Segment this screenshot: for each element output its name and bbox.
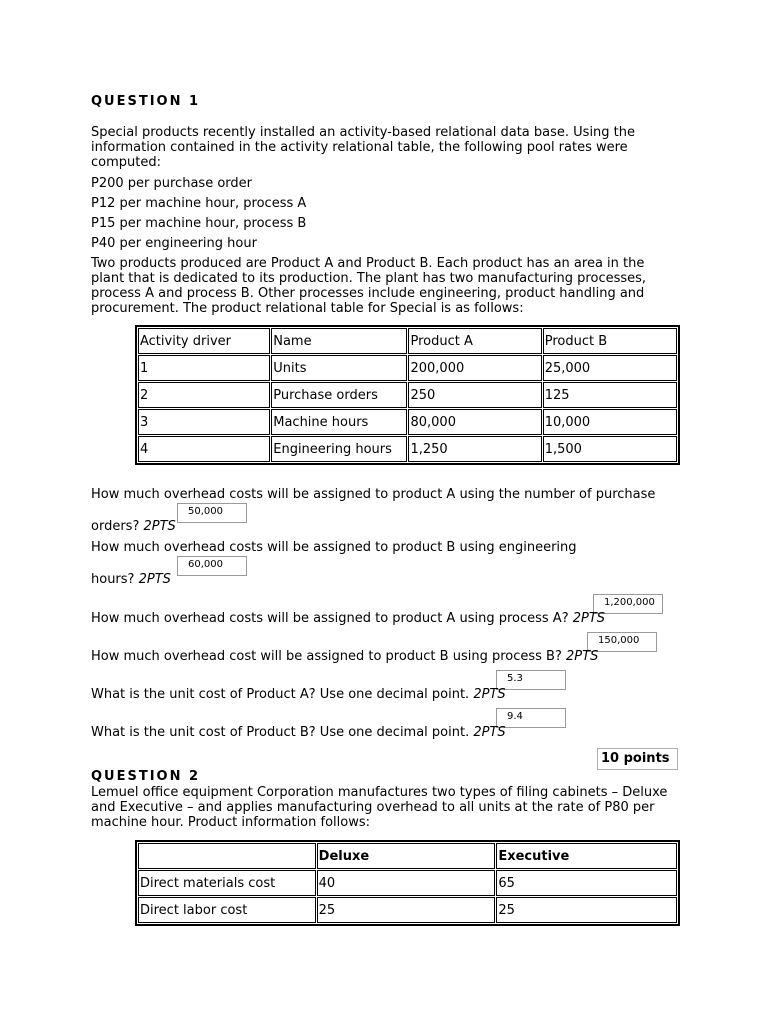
table-row: [138, 897, 677, 923]
answer-field[interactable]: 150,000: [587, 632, 657, 652]
table-header-cell: [138, 843, 316, 869]
table-cell: 125: [543, 382, 677, 408]
question-text: How much overhead costs will be assigned to product B using engineering: [91, 540, 577, 555]
points-badge: 10 points: [597, 748, 678, 770]
table-header-cell: Executive: [496, 843, 677, 869]
table-cell: Units: [271, 355, 407, 381]
table-header-row: [138, 843, 677, 869]
table-cell: 80,000: [408, 409, 541, 435]
question-text: orders?: [91, 519, 140, 534]
product-relational-table: [135, 325, 680, 465]
points-label: 2PTS: [473, 687, 506, 702]
question-text: How much overhead costs will be assigned to product A using the number of purchase: [91, 487, 656, 502]
question-text-continued: [91, 519, 176, 534]
table-row: [138, 382, 677, 408]
table-cell: 25,000: [543, 355, 677, 381]
points-label: 2PTS: [566, 649, 599, 664]
rate-item: P40 per engineering hour: [91, 236, 257, 251]
table-cell: 4: [138, 436, 270, 462]
table-cell: 2: [138, 382, 270, 408]
question-text: What is the unit cost of Product A? Use one decimal point.: [91, 687, 470, 702]
table-cell: Machine hours: [271, 409, 407, 435]
answer-field[interactable]: 60,000: [177, 556, 247, 576]
table-cell: 1: [138, 355, 270, 381]
table-cell: 1,250: [408, 436, 541, 462]
question-line: [91, 649, 598, 664]
question-2-intro: Lemuel office equipment Corporation manufactures two types of filing cabinets – Deluxe and Executive – and applies manufacturing overhead to all units at the rate of P80 per machine hour. Product information follows:: [91, 785, 668, 830]
table-cell: Engineering hours: [271, 436, 407, 462]
points-label: 2PTS: [138, 572, 171, 587]
points-label: 2PTS: [143, 519, 176, 534]
table-row: [138, 870, 677, 896]
question-text: hours?: [91, 572, 135, 587]
table-cell: 40: [317, 870, 496, 896]
question-1-intro: Special products recently installed an activity-based relational data base. Using the information contained in the activity relational table, the following pool rates were computed:: [91, 125, 636, 170]
points-label: 2PTS: [473, 725, 506, 740]
table-cell: 10,000: [543, 409, 677, 435]
table-cell: Direct labor cost: [138, 897, 316, 923]
table-cell: 200,000: [408, 355, 541, 381]
question-line: [91, 687, 506, 702]
table-row: [138, 355, 677, 381]
table-cell: 25: [317, 897, 496, 923]
answer-field[interactable]: 9.4: [496, 708, 566, 728]
table-cell: Direct materials cost: [138, 870, 316, 896]
table-cell: Purchase orders: [271, 382, 407, 408]
question-2-heading: QUESTION 2: [91, 769, 201, 784]
question-1-heading: QUESTION 1: [91, 94, 201, 109]
question-line: [91, 725, 506, 740]
question-text-continued: [91, 572, 171, 587]
question-text: How much overhead costs will be assigned to product A using process A?: [91, 611, 569, 626]
table-cell: 25: [496, 897, 677, 923]
table-cell: 1,500: [543, 436, 677, 462]
answer-field[interactable]: 50,000: [177, 503, 247, 523]
table-cell: 3: [138, 409, 270, 435]
question-line: [91, 611, 605, 626]
table-header-cell: Activity driver: [138, 328, 270, 354]
question-text: What is the unit cost of Product B? Use one decimal point.: [91, 725, 470, 740]
table-cell: 65: [496, 870, 677, 896]
rate-item: P15 per machine hour, process B: [91, 216, 307, 231]
table-row: [138, 409, 677, 435]
table-row: [138, 436, 677, 462]
rate-item: P200 per purchase order: [91, 176, 252, 191]
table-header-cell: Name: [271, 328, 407, 354]
answer-field[interactable]: 5.3: [496, 670, 566, 690]
table-header-cell: Product A: [408, 328, 541, 354]
question-1-description: Two products produced are Product A and Product B. Each product has an area in the plant that is dedicated to its production. The plant has two manufacturing processes, process A and process B. Other processes include engineering, product handling and procurement. The product relational table for Special is as follows:: [91, 256, 647, 316]
rate-item: P12 per machine hour, process A: [91, 196, 307, 211]
product-cost-table: [135, 840, 680, 926]
table-cell: 250: [408, 382, 541, 408]
table-header-row: [138, 328, 677, 354]
table-header-cell: Deluxe: [317, 843, 496, 869]
points-label: 2PTS: [572, 611, 606, 626]
question-text: How much overhead cost will be assigned to product B using process B?: [91, 649, 562, 664]
answer-field[interactable]: 1,200,000: [593, 594, 663, 614]
table-header-cell: Product B: [543, 328, 677, 354]
